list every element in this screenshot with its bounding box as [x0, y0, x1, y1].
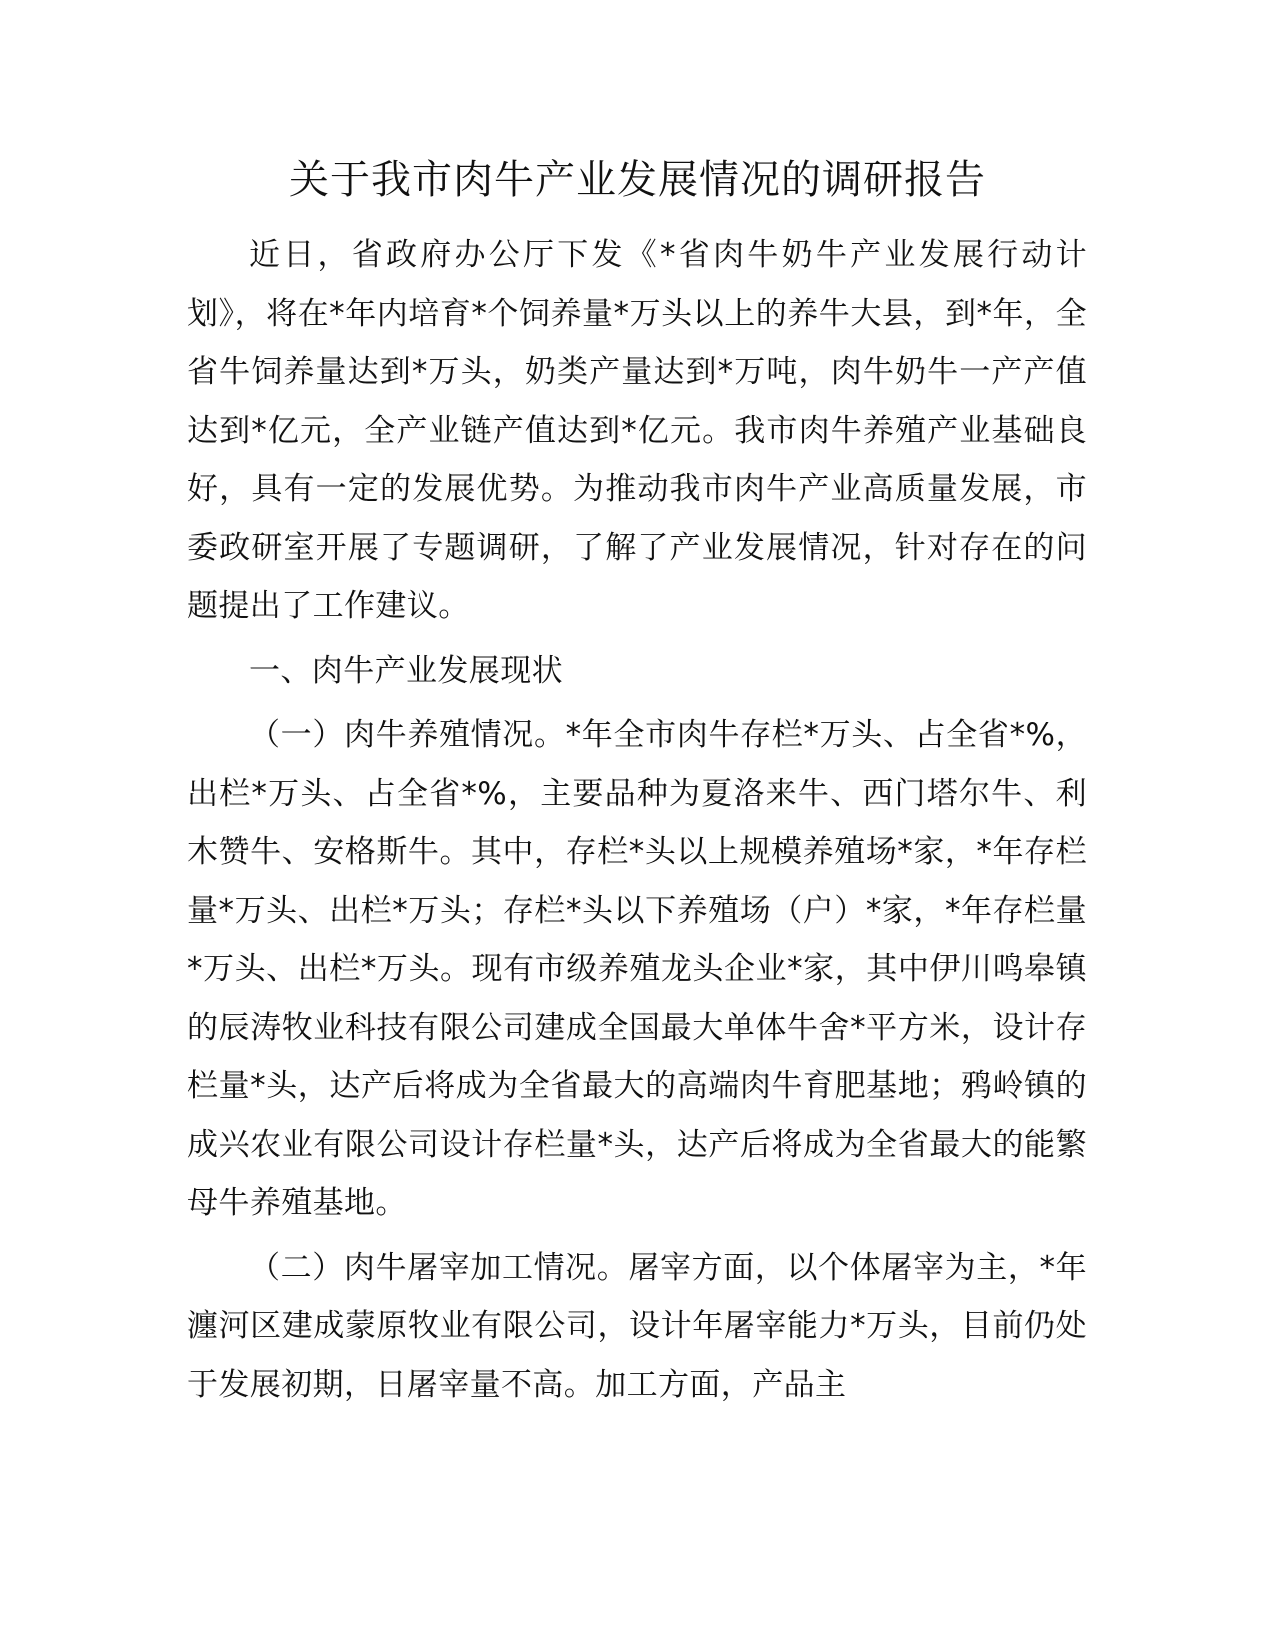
- paragraph-breeding: （一）肉牛养殖情况。*年全市肉牛存栏*万头、占全省*%，出栏*万头、占全省*%，主要品种为夏洛来牛、西门塔尔牛、利木赞牛、安格斯牛。其中，存栏*头以上规模养殖场*家，*年存栏量*万头、出栏*万头；存栏*头以下养殖场（户）*家，*年存栏量*万头、出栏*万头。现有市级养殖龙头企业*家，其中伊川鸣皋镇的辰涛牧业科技有限公司建成全国最大单体牛舍*平方米，设计存栏量*头，达产后将成为全省最大的高端肉牛育肥基地；鸦岭镇的成兴农业有限公司设计存栏量*头，达产后将成为全省最大的能繁母牛养殖基地。: [187, 717, 1087, 1221]
- paragraph-processing: （二）肉牛屠宰加工情况。屠宰方面，以个体屠宰为主，*年瀍河区建成蒙原牧业有限公司，设计年屠宰能力*万头，目前仍处于发展初期，日屠宰量不高。加工方面，产品主: [187, 1249, 1087, 1403]
- paragraph-intro: 近日，省政府办公厅下发《*省肉牛奶牛产业发展行动计划》，将在*年内培育*个饲养量*万头以上的养牛大县，到*年，全省牛饲养量达到*万头，奶类产量达到*万吨，肉牛奶牛一产产值达到*亿元，全产业链产值达到*亿元。我市肉牛养殖产业基础良好，具有一定的发展优势。为推动我市肉牛产业高质量发展，市委政研室开展了专题调研，了解了产业发展情况，针对存在的问题提出了工作建议。: [187, 237, 1087, 624]
- document-title: 关于我市肉牛产业发展情况的调研报告: [289, 157, 986, 203]
- section-heading: 一、肉牛产业发展现状: [249, 652, 563, 689]
- document-body: [187, 226, 1087, 1414]
